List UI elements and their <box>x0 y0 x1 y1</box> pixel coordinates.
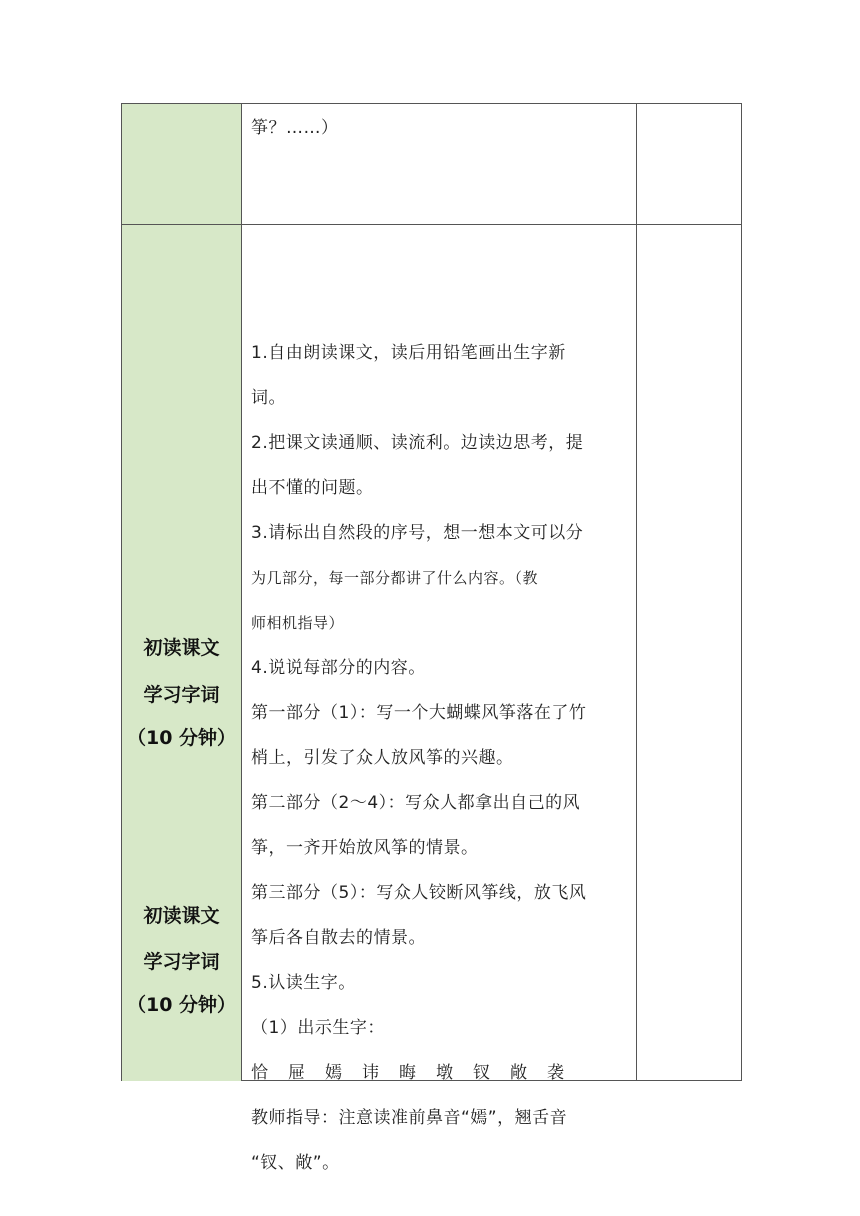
content-cell <box>241 104 637 224</box>
content-line: 第一部分（1）：写一个大蝴蝶风筝落在了竹 <box>251 703 587 723</box>
stage-label-line: 学习字词 <box>143 951 220 973</box>
content-line: 2.把课文读通顺、读流利。边读边思考，提 <box>251 433 584 453</box>
stage-label-cell <box>122 225 242 1081</box>
notes-cell <box>637 104 741 224</box>
stage-label-cell <box>122 104 242 224</box>
content-cell <box>241 225 637 1173</box>
content-line: 词。 <box>251 388 286 408</box>
content-line: 3.请标出自然段的序号，想一想本文可以分 <box>251 523 584 543</box>
stage-label-line: 初读课文 <box>143 637 220 659</box>
content-line: 梢上，引发了众人放风筝的兴趣。 <box>251 748 514 768</box>
content-line: 出不懂的问题。 <box>251 478 374 498</box>
content-line: 筝？……） <box>251 118 339 138</box>
content-line: 筝后各自散去的情景。 <box>251 928 426 948</box>
content-line: 恰屉嫣讳晦墩钗敞袭 <box>251 1063 584 1083</box>
content-line: 教师指导：注意读准前鼻音“嫣”，翘舌音 <box>251 1108 568 1128</box>
content-line: 第二部分（2～4）：写众人都拿出自己的风 <box>251 793 581 813</box>
content-line: 4.说说每部分的内容。 <box>251 658 426 678</box>
stage-label-line: 学习字词 <box>143 684 220 706</box>
content-line: 5.认读生字。 <box>251 973 356 993</box>
content-line: “钗、敞”。 <box>251 1153 340 1173</box>
lesson-plan-table <box>121 103 742 1173</box>
content-line: （1）出示生字： <box>251 1018 385 1038</box>
table-row <box>122 225 741 1173</box>
stage-label-line: （10 分钟） <box>126 727 237 749</box>
table-row <box>122 104 741 225</box>
content-line: 筝，一齐开始放风筝的情景。 <box>251 838 479 858</box>
notes-cell <box>637 225 741 1081</box>
content-line: 为几部分，每一部分都讲了什么内容。（教 <box>251 569 539 587</box>
content-line: 第三部分（5）：写众人铰断风筝线，放飞风 <box>251 883 587 903</box>
stage-label-line: （10 分钟） <box>126 994 237 1016</box>
content-line: 师相机指导） <box>251 614 345 632</box>
stage-label-line: 初读课文 <box>143 905 220 927</box>
content-line: 1.自由朗读课文，读后用铅笔画出生字新 <box>251 343 566 363</box>
